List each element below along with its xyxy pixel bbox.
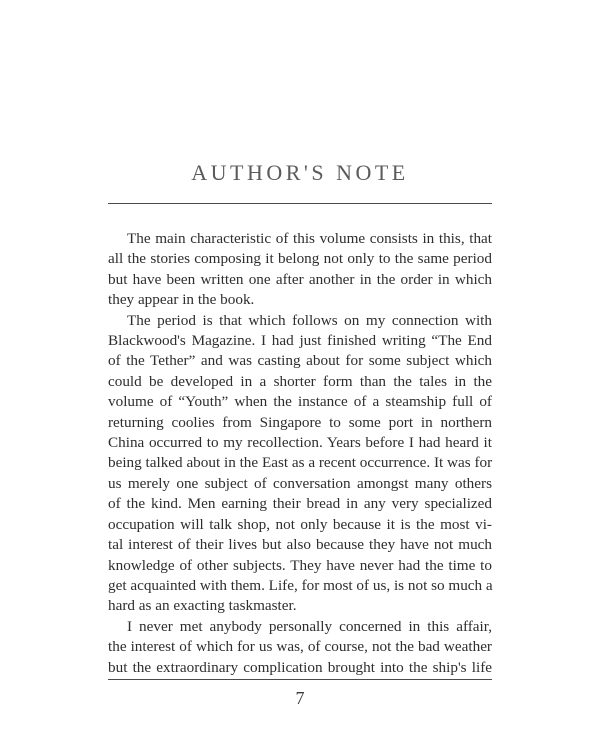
chapter-heading: AUTHOR'S NOTE — [191, 160, 409, 185]
text-line: The main characteristic of this volume consists in this, that — [127, 230, 492, 247]
text-line: the interest of which for us was, of course, not the bad weather — [108, 638, 492, 656]
footer-rule — [108, 679, 492, 680]
text-line: The period is that which follows on my connection with — [127, 311, 492, 329]
text-line: could be developed in a shorter form than the tales in the — [108, 372, 492, 390]
text-line: of the Tether” and was casting about for some subject which — [108, 352, 492, 370]
text-line: they appear in the book. — [108, 291, 255, 309]
paragraph-3 — [108, 617, 492, 678]
text-line: being talked about in the East as a recent occurrence. It was for — [108, 454, 493, 472]
text-line: occupation will talk shop, not only because it is the most vi- — [108, 515, 492, 533]
text-line: all the stories composing it belong not only to the same period — [108, 250, 492, 268]
text-line: China occurred to my recollection. Years before I had heard it — [108, 434, 492, 452]
text-line: volume of “Youth” when the instance of a steamship full of — [108, 393, 492, 411]
text-line: get acquainted with them. Life, for most of us, is not so much a — [108, 576, 493, 594]
text-line: but the extraordinary complication brought into the ship's life — [108, 658, 492, 676]
text-line: I never met anybody personally concerned in this affair, — [127, 617, 492, 635]
text-line: but have been written one after another in the order in which — [108, 270, 492, 288]
text-line: us merely one subject of conversation amongst many others — [108, 474, 492, 492]
text-line: of the kind. Men earning their bread in any very specialized — [108, 495, 492, 513]
paragraph-2 — [108, 311, 492, 617]
heading-rule — [108, 203, 492, 204]
text-line: returning coolies from Singapore to some port in northern — [108, 413, 492, 431]
paragraph-1 — [108, 229, 492, 311]
page-number: 7 — [295, 688, 305, 708]
text-line: tal interest of their lives but also because they have not much — [108, 536, 492, 554]
text-line: Blackwood's Magazine. I had just finished writing “The End — [108, 332, 492, 350]
text-line: knowledge of other subjects. They have never had the time to — [108, 556, 492, 574]
body-text — [108, 229, 492, 678]
text-line: hard as an exacting taskmaster. — [108, 597, 297, 615]
